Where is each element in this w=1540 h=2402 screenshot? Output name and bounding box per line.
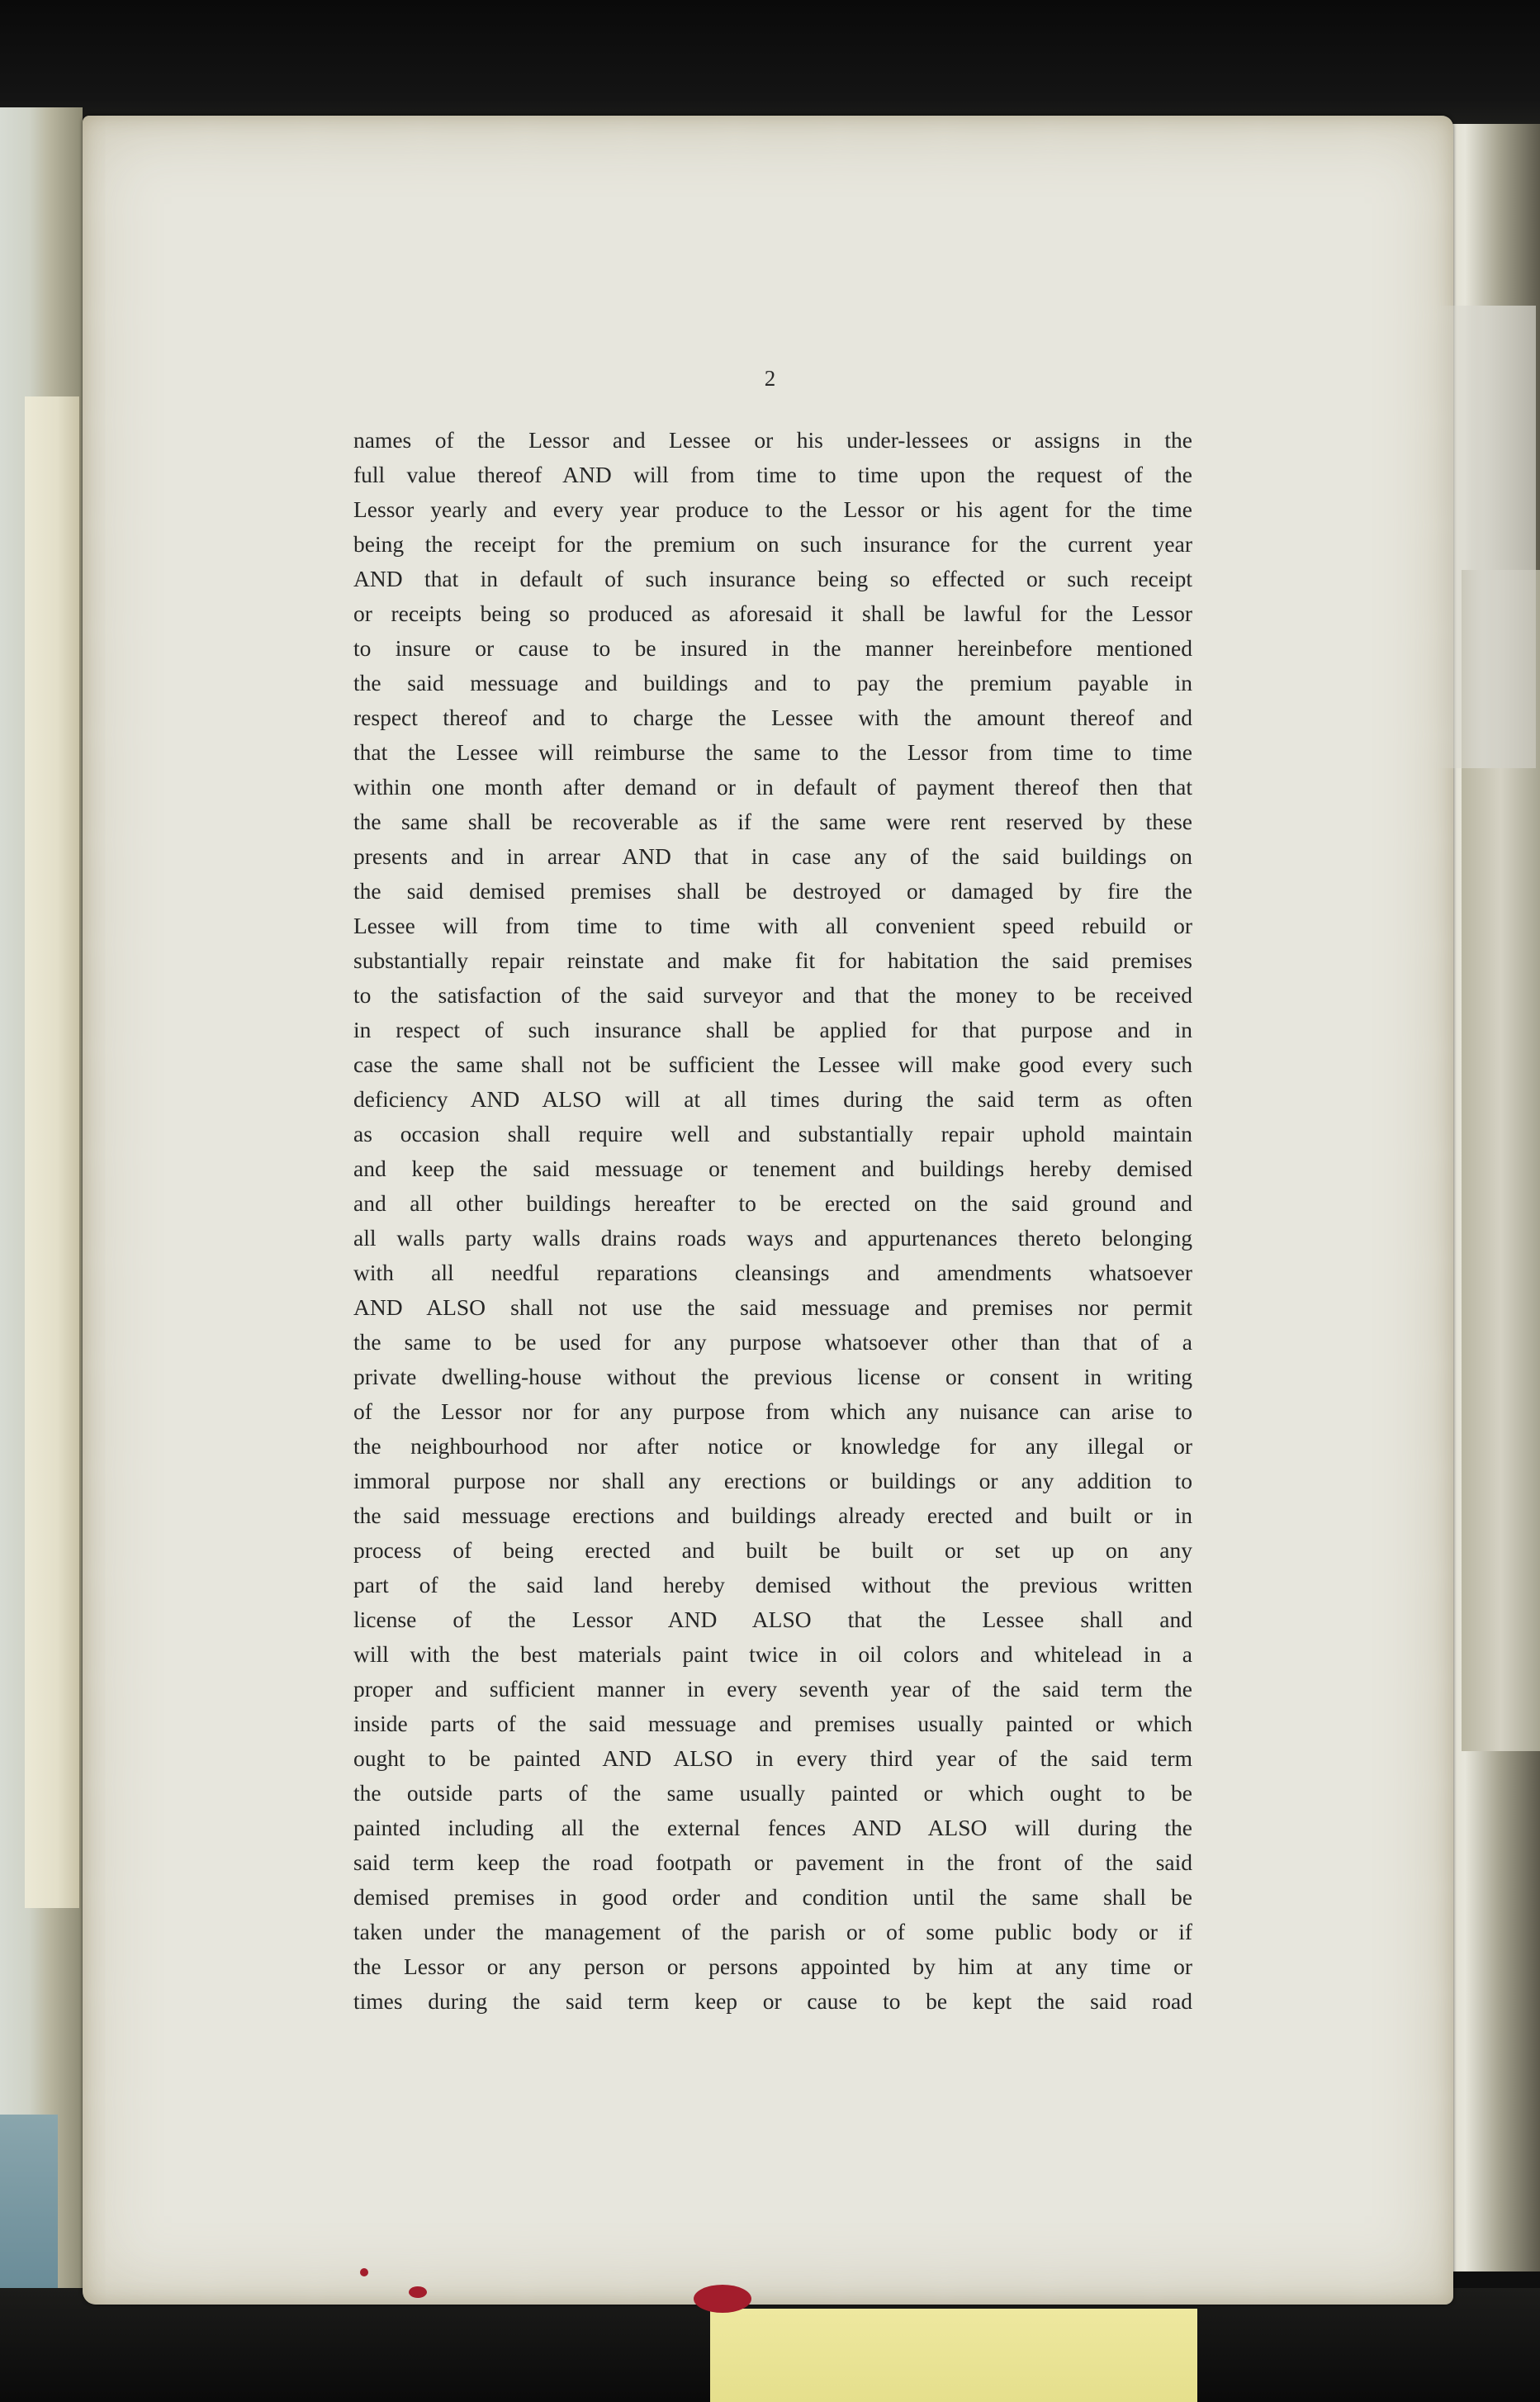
text-line: all walls party walls drains roads ways and appurtenances thereto belonging [353,1225,1192,1251]
text-line: of the Lessor nor for any purpose from which any nuisance can arise to [353,1398,1192,1424]
text-line: the same shall be recoverable as if the same were rent reserved by these [353,809,1192,834]
text-line: to insure or cause to be insured in the manner hereinbefore mentioned [353,635,1192,661]
red-wax-stain [360,2268,368,2276]
red-wax-stain [694,2285,751,2313]
text-line: and all other buildings hereafter to be erected on the said ground and [353,1190,1192,1216]
text-line: presents and in arrear AND that in case any of the said buildings on [353,843,1192,869]
text-line: license of the Lessor AND ALSO that the Lessee shall and [353,1607,1192,1632]
text-line: times during the said term keep or cause to be kept the said road [353,1988,1192,2014]
text-line: the neighbourhood nor after notice or knowledge for any illegal or [353,1433,1192,1459]
text-line: with all needful reparations cleansings and amendments whatsoever [353,1260,1192,1285]
red-wax-stain [409,2286,427,2298]
text-line: or receipts being so produced as aforesaid it shall be lawful for the Lessor [353,600,1192,626]
text-line: proper and sufficient manner in every seventh year of the said term the [353,1676,1192,1702]
text-line: within one month after demand or in default of payment thereof then that [353,774,1192,800]
binding-cloth [0,2115,58,2288]
text-line: said term keep the road footpath or pavement in the front of the said [353,1849,1192,1875]
text-line: part of the said land hereby demised without the previous written [353,1572,1192,1597]
text-line: as occasion shall require well and substantially repair uphold maintain [353,1121,1192,1146]
text-line: process of being erected and built be built or set up on any [353,1537,1192,1563]
page-number: 2 [764,366,776,391]
text-line: full value thereof AND will from time to time upon the request of the [353,462,1192,487]
text-line: the outside parts of the same usually painted or which ought to be [353,1780,1192,1806]
text-line: inside parts of the said messuage and premises usually painted or which [353,1711,1192,1736]
text-line: the said messuage and buildings and to pay the premium payable in [353,670,1192,695]
text-line: private dwelling-house without the previous license or consent in writing [353,1364,1192,1389]
text-line: Lessee will from time to time with all convenient speed rebuild or [353,913,1192,938]
text-line: and keep the said messuage or tenement and buildings hereby demised [353,1156,1192,1181]
page-fold [1429,306,1536,768]
text-line: taken under the management of the parish or of some public body or if [353,1919,1192,1944]
text-line: Lessor yearly and every year produce to the Lessor or his agent for the time [353,496,1192,522]
text-line: immoral purpose nor shall any erections or buildings or any addition to [353,1468,1192,1493]
text-line: the said messuage erections and buildings already erected and built or in [353,1502,1192,1528]
text-line: painted including all the external fences AND ALSO will during the [353,1815,1192,1840]
text-line: names of the Lessor and Lessee or his under-lessees or assigns in the [353,427,1192,453]
text-line: that the Lessee will reimburse the same to the Lessor from time to time [353,739,1192,765]
text-line: substantially repair reinstate and make fit for habitation the said premises [353,947,1192,973]
text-line: case the same shall not be sufficient the Lessee will make good every such [353,1051,1192,1077]
yellow-tab [710,2309,1197,2402]
text-line: being the receipt for the premium on such insurance for the current year [353,531,1192,557]
document-body [353,423,1192,2019]
background-top [0,0,1540,124]
text-line: deficiency AND ALSO will at all times during the said term as often [353,1086,1192,1112]
text-line: AND ALSO shall not use the said messuage and premises nor permit [353,1294,1192,1320]
text-line: will with the best materials paint twice in oil colors and whitelead in a [353,1641,1192,1667]
text-line: the said demised premises shall be destroyed or damaged by fire the [353,878,1192,904]
text-line: demised premises in good order and condition until the same shall be [353,1884,1192,1910]
text-line: ought to be painted AND ALSO in every third year of the said term [353,1745,1192,1771]
text-line: to the satisfaction of the said surveyor and that the money to be received [353,982,1192,1008]
text-line: respect thereof and to charge the Lessee with the amount thereof and [353,705,1192,730]
text-line: in respect of such insurance shall be applied for that purpose and in [353,1017,1192,1042]
binding-paper-strip [25,396,80,1908]
text-line: AND that in default of such insurance being so effected or such receipt [353,566,1192,591]
text-line: the Lessor or any person or persons appointed by him at any time or [353,1953,1192,1979]
text-line: the same to be used for any purpose whatsoever other than that of a [353,1329,1192,1355]
